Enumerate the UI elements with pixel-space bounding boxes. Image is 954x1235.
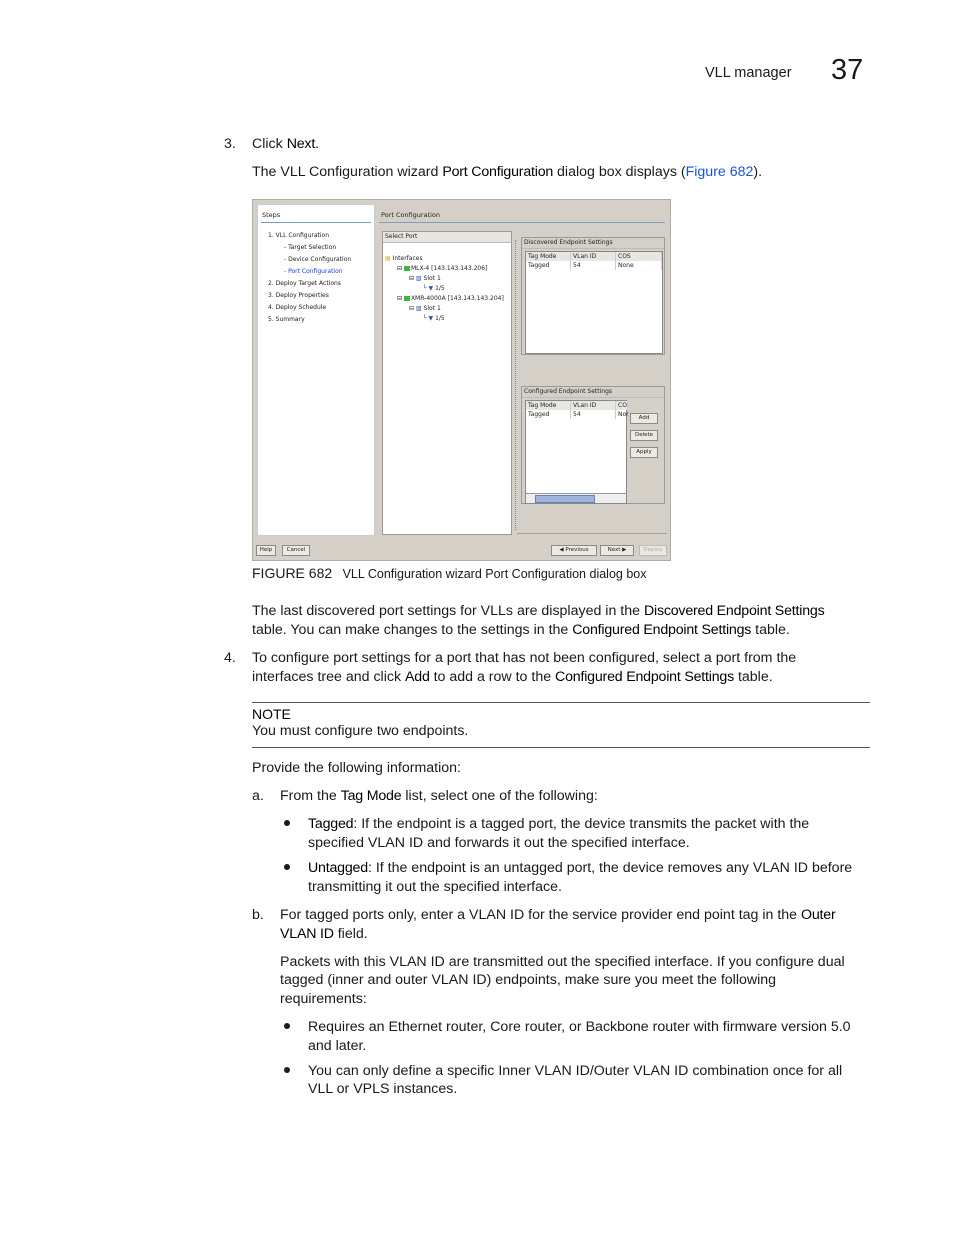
note-title: NOTE <box>252 706 291 722</box>
configured-settings-panel <box>521 386 665 504</box>
text-run: : If the endpoint is an untagged port, the device removes any VLAN ID before <box>367 860 853 876</box>
port-icon: ▼ <box>428 315 434 322</box>
column-header[interactable]: CO <box>618 402 627 409</box>
note-rule-bottom <box>252 747 870 748</box>
text-run: ). <box>753 164 763 180</box>
column-header[interactable]: Tag Mode <box>526 252 571 261</box>
tree-node-port[interactable]: └ ▼ 1/5 <box>423 285 445 292</box>
step-3-number: 3. <box>224 136 236 152</box>
bullet-line: and later. <box>308 1038 367 1054</box>
figure-link[interactable]: Figure 682 <box>685 164 754 180</box>
discovered-settings-panel <box>521 237 665 355</box>
figure-screenshot <box>252 199 671 561</box>
horizontal-scrollbar[interactable] <box>526 493 626 503</box>
bullet-line: transmitting it out the specified interface. <box>308 879 562 895</box>
step-item: 2. Deploy Target Actions <box>268 280 341 287</box>
text-run: For tagged ports only, enter a VLAN ID for the service provider end point tag in the <box>280 907 802 923</box>
device-icon <box>404 296 410 301</box>
vlan-id-ref: VLAN ID <box>280 926 334 942</box>
tree-node-interfaces[interactable] <box>385 255 423 262</box>
text-run: table. <box>734 669 773 685</box>
configured-title: Configured Endpoint Settings <box>522 387 664 398</box>
table-cell[interactable]: Tagged <box>526 410 571 419</box>
step-item: 3. Deploy Properties <box>268 292 329 299</box>
add-command: Add <box>404 669 430 685</box>
bullet-dot <box>284 1067 290 1073</box>
packets-line: tagged (inner and outer VLAN ID) endpoints, make sure you meet the following <box>280 972 777 988</box>
step-4-number: 4. <box>224 650 236 666</box>
text-run: table. <box>751 622 790 638</box>
column-header[interactable]: COS <box>616 252 662 261</box>
text-run: interfaces tree and click <box>252 669 405 685</box>
table-cell[interactable]: Tagged <box>526 261 571 270</box>
tree-label: 1/5 <box>435 285 445 292</box>
tree-node-device[interactable]: ⊟ MLX-4 [143.143.143.206] <box>397 265 488 272</box>
chapter-number: 37 <box>831 54 864 86</box>
figure-caption-text: VLL Configuration wizard Port Configuration dialog box <box>342 567 647 581</box>
outer-ref: Outer <box>801 907 836 923</box>
step-4-line <box>252 668 773 687</box>
bullet-line <box>308 815 809 834</box>
tree-label: 1/5 <box>435 315 445 322</box>
text-run: field. <box>333 926 368 942</box>
item-b-letter: b. <box>252 907 264 923</box>
bullet-dot <box>284 864 290 870</box>
configured-settings-ref: Configured Endpoint Settings <box>572 622 752 638</box>
tree-label: Slot 1 <box>423 275 441 282</box>
untagged-term: Untagged <box>308 860 368 876</box>
item-b-line <box>280 906 836 925</box>
configured-settings-ref: Configured Endpoint Settings <box>555 669 735 685</box>
select-port-panel <box>382 231 512 535</box>
bullet-dot <box>284 1023 290 1029</box>
step-3-description <box>252 163 762 182</box>
next-button[interactable] <box>600 545 634 556</box>
port-configuration-command: Port Configuration <box>442 164 554 180</box>
text-run: dialog box displays ( <box>553 164 686 180</box>
note-rule-top <box>252 702 870 703</box>
discovered-title: Discovered Endpoint Settings <box>522 238 664 249</box>
text-run: The last discovered port settings for VLLs are displayed in the <box>252 603 644 619</box>
figure-caption <box>252 565 646 583</box>
text-run: : If the endpoint is a tagged port, the device transmits the packet with the <box>353 816 810 832</box>
tree-node-port[interactable]: └ ▼ 1/5 <box>423 315 445 322</box>
bullet-line: specified VLAN ID and forwards it out the specified interface. <box>308 835 690 851</box>
tree-label: Slot 1 <box>423 305 441 312</box>
tagged-term: Tagged <box>308 816 354 832</box>
table-cell[interactable]: Nor <box>618 411 629 418</box>
step-item: 4. Deploy Schedule <box>268 304 327 311</box>
provide-text: Provide the following information: <box>252 760 461 776</box>
tree-node-slot[interactable]: ⊟ ▧ Slot 1 <box>409 275 441 282</box>
tag-mode-ref: Tag Mode <box>340 788 402 804</box>
step-item-active: - Port Configuration <box>284 268 343 275</box>
arrow-left-icon: ◀ <box>559 547 564 553</box>
steps-panel <box>257 204 375 536</box>
running-header: VLL manager <box>705 65 792 81</box>
paragraph-line <box>252 602 824 621</box>
bullet-line: Requires an Ethernet router, Core router, or Backbone router with firmware version 5.0 <box>308 1019 851 1035</box>
step-item: - Target Selection <box>284 244 337 251</box>
step-item: - Device Configuration <box>284 256 352 263</box>
slot-icon: ▧ <box>415 305 422 312</box>
deploy-button[interactable]: Deploy <box>639 545 667 556</box>
slot-icon: ▧ <box>415 275 422 282</box>
delete-button[interactable]: Delete <box>630 430 658 441</box>
bullet-line <box>308 859 852 878</box>
text-run: . <box>315 136 320 152</box>
previous-button[interactable] <box>551 545 597 556</box>
text-run: From the <box>280 788 341 804</box>
step-item: 1. VLL Configuration <box>268 232 330 239</box>
text-run: table. You can make changes to the settings in the <box>252 622 573 638</box>
table-cell[interactable]: None <box>616 261 662 270</box>
discovered-settings-ref: Discovered Endpoint Settings <box>643 603 825 619</box>
bullet-line: You can only define a specific Inner VLAN ID/Outer VLAN ID combination once for all <box>308 1063 843 1079</box>
step-4-line: To configure port settings for a port that has not been configured, select a port from the <box>252 650 797 666</box>
table-cell[interactable]: 54 <box>571 261 616 270</box>
figure-label: FIGURE 682 <box>252 565 333 581</box>
item-a-text <box>280 787 598 806</box>
column-header[interactable]: Tag Mode <box>526 401 571 410</box>
step-3-text <box>252 135 319 154</box>
page-title: Port Configuration <box>381 211 441 219</box>
select-port-header: Select Port <box>383 232 511 243</box>
tree-label: MLX-4 [143.143.143.206] <box>410 265 488 272</box>
folder-icon: ▤ <box>385 255 391 262</box>
note-text: You must configure two endpoints. <box>252 723 469 739</box>
button-label: Next <box>607 547 621 553</box>
apply-button[interactable]: Apply <box>630 447 658 458</box>
paragraph-line <box>252 621 790 640</box>
column-header[interactable]: VLan ID <box>571 252 616 261</box>
item-b-line <box>280 925 368 944</box>
device-icon <box>404 266 410 271</box>
table-cell[interactable]: 54 <box>571 410 616 419</box>
tree-node-slot[interactable]: ⊟ ▧ Slot 1 <box>409 305 441 312</box>
tree-label: XMR-4000A [143.143.143.204] <box>410 295 504 302</box>
button-label: Previous <box>565 547 589 553</box>
arrow-right-icon: ▶ <box>622 547 627 553</box>
packets-line: Packets with this VLAN ID are transmitted out the specified interface. If you configure dual <box>280 954 845 970</box>
help-button[interactable]: Help <box>256 545 276 556</box>
text-run: to add a row to the <box>429 669 556 685</box>
text-run: Click <box>252 136 287 152</box>
step-item: 5. Summary <box>268 316 305 323</box>
cancel-button[interactable]: Cancel <box>282 545 310 556</box>
add-button[interactable]: Add <box>630 413 658 424</box>
port-icon: ▼ <box>428 285 434 292</box>
column-header[interactable]: VLan ID <box>571 401 616 410</box>
tree-node-device[interactable]: ⊟ XMR-4000A [143.143.143.204] <box>397 295 504 302</box>
text-run: The VLL Configuration wizard <box>252 164 443 180</box>
packets-line: requirements: <box>280 991 367 1007</box>
bullet-dot <box>284 820 290 826</box>
next-command: Next <box>286 136 316 152</box>
tree-label: Interfaces <box>392 255 423 262</box>
bullet-line: VLL or VPLS instances. <box>308 1081 458 1097</box>
text-run: list, select one of the following: <box>401 788 598 804</box>
steps-title: Steps <box>262 211 281 219</box>
item-a-letter: a. <box>252 788 264 804</box>
